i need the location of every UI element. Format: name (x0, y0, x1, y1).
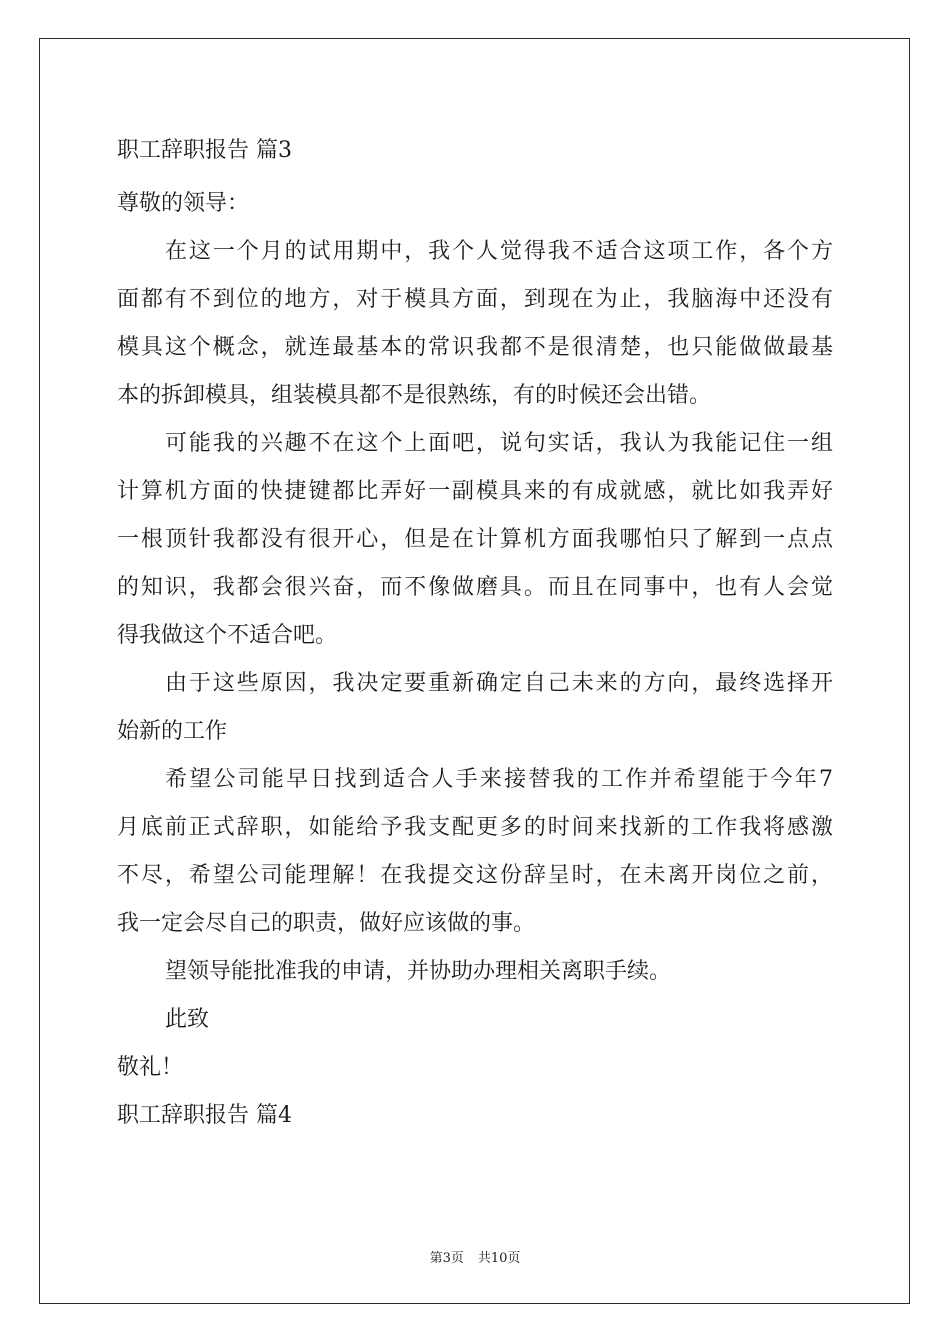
paragraph-2 (117, 420, 833, 660)
closing-phrase: 此致 (165, 1007, 210, 1032)
paragraph-6 (117, 996, 833, 1044)
paragraph-line: 可能我的兴趣不在这个上面吧，说句实话，我认为我能记住一组 (165, 431, 833, 456)
paragraph-line: 希望公司能早日找到适合人手来接替我的工作并希望能于今年7 (165, 767, 833, 792)
paragraph-line: 不尽，希望公司能理解！在我提交这份辞呈时，在未离开岗位之前， (117, 863, 833, 888)
paragraph-3 (117, 660, 833, 756)
closing-salute: 敬礼！ (117, 1055, 184, 1080)
paragraph-line: 本的拆卸模具，组装模具都不是很熟练，有的时候还会出错。 (117, 383, 712, 408)
salutation: 尊敬的领导： (117, 191, 250, 216)
paragraph-line: 模具这个概念，就连最基本的常识我都不是很清楚，也只能做做最基 (117, 335, 833, 360)
paragraph-line: 得我做这个不适合吧。 (117, 623, 338, 648)
section-heading-next: 职工辞职报告 篇4 (117, 1103, 292, 1128)
paragraph-line: 面都有不到位的地方，对于模具方面，到现在为止，我脑海中还没有 (117, 287, 833, 312)
paragraph-line: 我一定会尽自己的职责，做好应该做的事。 (117, 911, 536, 936)
paragraph-line: 月底前正式辞职，如能给予我支配更多的时间来找新的工作我将感激 (117, 815, 833, 840)
paragraph-line: 由于这些原因，我决定要重新确定自己未来的方向，最终选择开 (165, 671, 833, 696)
page-number: 第3页 (429, 1251, 464, 1266)
paragraph-5 (117, 948, 833, 996)
paragraph-line: 在这一个月的试用期中，我个人觉得我不适合这项工作，各个方 (165, 239, 833, 264)
page-footer (0, 1247, 950, 1266)
paragraph-line: 计算机方面的快捷键都比弄好一副模具来的有成就感，就比如我弄好 (117, 479, 833, 504)
section-heading: 职工辞职报告 篇3 (117, 138, 292, 163)
paragraph-line: 一根顶针我都没有很开心，但是在计算机方面我哪怕只了解到一点点 (117, 527, 833, 552)
paragraph-line: 的知识，我都会很兴奋，而不像做磨具。而且在同事中，也有人会觉 (117, 575, 833, 600)
paragraph-line: 始新的工作 (117, 719, 228, 744)
page-total: 共10页 (477, 1251, 521, 1266)
paragraph-4 (117, 756, 833, 948)
paragraph-line: 望领导能批准我的申请，并协助办理相关离职手续。 (165, 959, 672, 984)
document-body (117, 127, 833, 1140)
paragraph-1 (117, 228, 833, 420)
